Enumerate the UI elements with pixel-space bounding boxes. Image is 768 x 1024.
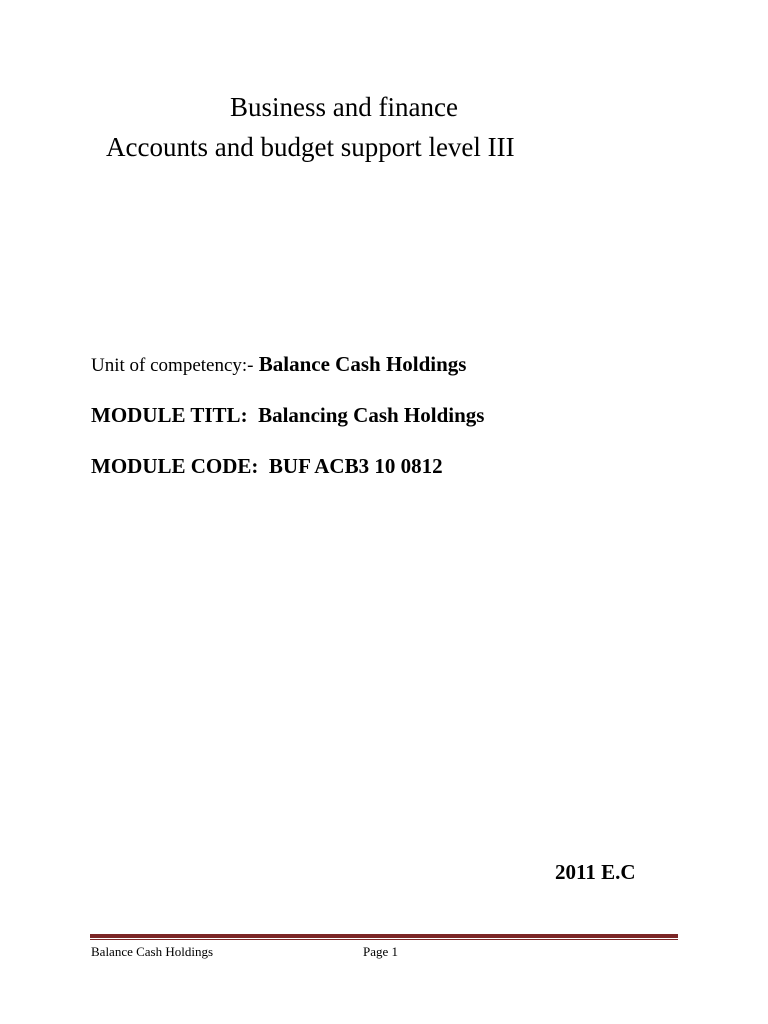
footer-divider-thick — [90, 934, 678, 938]
footer-page-value: 1 — [391, 944, 399, 959]
title-line-business-finance: Business and finance — [230, 92, 458, 122]
year-label: 2011 E.C — [555, 860, 636, 884]
footer-divider-thin — [90, 939, 678, 940]
module-code-label: MODULE CODE: — [91, 454, 259, 478]
footer-page-label: Page — [363, 944, 389, 959]
unit-of-competency-label: Unit of competency:- — [91, 355, 254, 376]
title-line-accounts-budget: Accounts and budget support level III — [106, 132, 515, 162]
module-code-value: BUF ACB3 10 0812 — [268, 454, 443, 478]
footer-document-name: Balance Cash Holdings — [91, 944, 214, 959]
module-title — [91, 403, 484, 428]
footer-divider — [90, 934, 678, 941]
module-title-label: MODULE TITL: — [91, 403, 248, 427]
footer-page-number — [363, 944, 398, 960]
module-code — [91, 454, 443, 479]
unit-of-competency-value: Balance Cash Holdings — [258, 352, 467, 376]
unit-of-competency — [91, 352, 466, 377]
module-title-value: Balancing Cash Holdings — [258, 403, 485, 427]
